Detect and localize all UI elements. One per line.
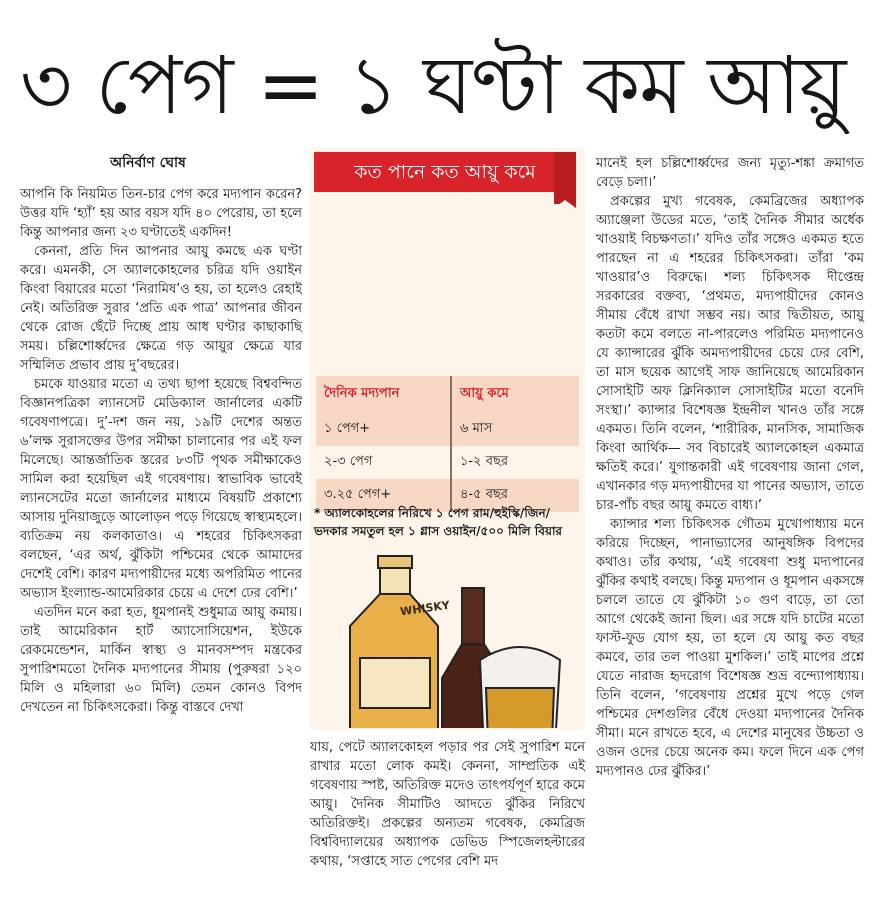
table-row bbox=[316, 413, 579, 446]
article-column-1 bbox=[20, 154, 302, 717]
bottle-label: WHISKY bbox=[399, 598, 451, 619]
infobox-footnote: * অ্যালকোহলের নিরিখে ১ পেগ রাম/হুইস্কি/জিন/ভদকার সমতুল হল ১ গ্লাস ওয়াইন/৫০০ মিলি বিয়ার bbox=[314, 506, 563, 538]
rates-table bbox=[316, 376, 579, 512]
table-cell: ৬ মাস bbox=[451, 413, 579, 446]
byline: অনির্বাণ ঘোষ bbox=[110, 155, 186, 171]
table-cell: ৩.২৫ পেগ+ bbox=[316, 479, 451, 512]
table-cell: ১-২ বছর bbox=[451, 446, 579, 479]
headline: ৩ পেগ = ১ ঘণ্টা কম আয়ু bbox=[20, 39, 846, 132]
infobox-title: কত পানে কত আয়ু কমে bbox=[314, 152, 576, 192]
table-cell: ৪-৫ বছর bbox=[451, 479, 579, 512]
paragraph: কেননা, প্রতি দিন আপনার আয়ু কমছে এক ঘণ্টা করে। এমনকী, সে অ্যালকোহলের চরিত্র যদি ওয়াইন কিংবা বিয়ারের মতো ‘নিরামিষ’ও হয়, তা হলেও রেহাই নেই। অতিরিক্ত সুরার ‘প্রতি এক পাত্র’ আপনার জীবন থেকে রোজ ছেঁটে দিচ্ছে প্রায় আধ ঘণ্টার কাছাকাছি সময়। চল্লিশোর্ধ্বদের ক্ষেত্রে গড় আয়ুর ক্ষেত্রে যার সম্মিলিত প্রভাব প্রায় দু’বছরের। bbox=[20, 244, 302, 373]
paragraph: ক্যান্সার শল্য চিকিৎসক গৌতম মুখোপাধ্যায় মনে করিয়ে দিচ্ছেন, পানাভ্যাসের আনুষঙ্গিক বিপদের কথাও। তাঁর কথায়, ‘এই গবেষণা শুধু মদ্যপানের ঝুঁকির কথাই বলছে। কিন্তু মদ্যপান ও ধূমপান একসঙ্গে চললে তাতে যে ঝুঁকিটা ১০ গুণ বাড়ে, তা তো আগে থেকেই জানা ছিল। এর সঙ্গে যদি চাটের মতো ফাস্ট-ফুড যোগ হয়, তা হলে যে আয়ু কত বছর কমবে, তার তল পাওয়া মুশকিল।’ তাই মাপের প্রশ্নে যেতে নারাজ হৃদরোগ বিশেষজ্ঞ শুভ্র বন্দ্যোপাধ্যায়। তিনি বলেন, ‘গবেষণায় প্রশ্নের মুখে পড়ে গেল পশ্চিমের দেশগুলির বেঁধে দেওয়া মদ্যপানের দৈনিক সীমা। মনে রাখতে হবে, এ দেশের মানুষের উচ্চতা ও ওজন ওদের চেয়ে অনেক কম। ফলে দিনে এক পেগ মদ্যপানও ঢের ঝুঁকির।’ bbox=[596, 517, 864, 779]
paragraph: প্রকল্পের মুখ্য গবেষক, কেমব্রিজের অধ্যাপক অ্যাঞ্জেলা উডের মতে, ‘তাই দৈনিক সীমার অর্ধেক খাওয়াই বিচক্ষণতা।’ যদিও তাঁর সঙ্গেও একমত হতে পারছেন না এ শহরের চিকিৎসকরা। তাঁরা ‘কম খাওয়ার’ও বিরুদ্ধে। শল্য চিকিৎসক দীপ্তেন্দ্র সরকারের বক্তব্য, ‘প্রথমত, মদ্যপায়ীদের কোনও সীমায় বেঁধে রাখা সম্ভব নয়। আর দ্বিতীয়ত, আয়ু কতটা কমে বলতে না-পারলেও পরিমিত মদ্যপানেও যে ক্যান্সারের ঝুঁকি অমদ্যপায়ীদের চেয়ে ঢের বেশি, তা মাস ছয়েক আগেই সাফ জানিয়েছে আমেরিকান সোসাইটি অফ ক্লিনিক্যাল সোসাইটির মতো বনেদি সংস্থা।’ ক্যান্সার বিশেষজ্ঞ ইন্দ্রনীল খানও তাঁর সঙ্গে একমত। তিনি বলেন, ‘শারীরিক, মানসিক, সামাজিক কিংবা আর্থিক— সব বিচারেই অ্যালকোহল একমাত্র ক্ষতিই করে।’ যুগান্তকারী এই গবেষণায় জানা গেল, এখানকার গড় মদ্যপায়ীদের যা পানের অভ্যাস, তাতে চার-পাঁচ বছর আয়ু কমতে বাধ্য।’ bbox=[596, 194, 864, 513]
column-header: আয়ু কমে bbox=[451, 376, 579, 413]
article-column-3 bbox=[596, 154, 864, 781]
paragraph: আপনি কি নিয়মিত তিন-চার পেগ করে মদ্যপান করেন? উত্তর যদি ‘হ্যাঁ’ হয় আর বয়স যদি ৪০ পেরোয়, তা হলে কিন্তু আপনার জন্য ২৩ ঘণ্টাতেই একদিন! bbox=[20, 187, 302, 240]
paragraph: যায়, পেটে অ্যালকোহল পড়ার পর সেই সুপারিশ মনে রাখার মতো লোক কমই। কেননা, সাম্প্রতিক এই গবেষণায় স্পষ্ট, অতিরিক্ত মদেও তাৎপর্যপূর্ণ হারে কমে আয়ু। দৈনিক সীমাটিও আদতে ঝুঁকির নিরিখে অতিরিক্তই। প্রকল্পের অন্যতম গবেষক, কেমব্রিজ বিশ্ববিদ্যালয়ের অধ্যাপক ডেভিড স্পিজেলহল্টারের কথায়, ‘সপ্তাহে সাত পেগের বেশি মদ bbox=[310, 740, 585, 869]
paragraph: মানেই হল চল্লিশোর্ধ্বদের জন্য মৃত্যু-শঙ্কা ক্রমাগত বেড়ে চলা।’ bbox=[596, 156, 864, 190]
table-header-row bbox=[316, 376, 579, 413]
table-cell: ২-৩ পেগ bbox=[316, 446, 451, 479]
beer-glass bbox=[480, 647, 560, 728]
table-row bbox=[316, 446, 579, 479]
table-cell: ১ পেগ+ bbox=[316, 413, 451, 446]
article-column-2 bbox=[310, 738, 585, 871]
whisky-bottle bbox=[350, 556, 438, 728]
column-header: দৈনিক মদ্যপান bbox=[316, 376, 451, 413]
paragraph: এতদিন মনে করা হত, ধূমপানই শুধুমাত্র আয়ু কমায়। তাই আমেরিকান হার্ট অ্যাসোসিয়েশন, ইউকে রেকমেন্ডেশন, মার্কিন স্বাস্থ্য ও মানবসম্পদ মন্ত্রকের সুপারিশমতো দৈনিক মদ্যপানের সীমায় (পুরুষরা ১২০ মিলি ও মহিলারা ৬০ মিলি) তেমন কোনও বিপদ দেখতেন না চিকিৎসকেরা। কিন্তু বাস্তবে দেখা bbox=[20, 605, 302, 715]
paragraph: চমকে যাওয়ার মতো এ তথ্য ছাপা হয়েছে বিশ্ববন্দিত বিজ্ঞানপত্রিকা ল্যানসেট মেডিক্যাল জার্নালের একটি গবেষণাপত্রে। দু’-দশ জন নয়, ১৯টি দেশের অন্তত ৬’লক্ষ সুরাসক্তের উপর সমীক্ষা চালানোর পর এই ফল মিলেছে। আন্তর্জাতিক স্তরের ৮৩টি পৃথক সমীক্ষাকেও সামিল করা হয়েছিল এই গবেষণায়। স্বাভাবিক ভাবেই ল্যানসেটের মতো জার্নালের মাধ্যমে বিষয়টি প্রকাশ্যে আসায় দুনিয়াজুড়ে আলোড়ন পড়ে গিয়েছে স্বাস্থ্যমহলে। ব্যতিক্রম নয় কলকাতাও। এ শহরের চিকিৎসকরা বলছেন, ‘এর অর্থ, ঝুঁকিটা পশ্চিমের থেকে আমাদের দেশেই বেশি। কারণ মদ্যপায়ীদের মধ্যে অপরিমিত পানের অভ্যাস ইংল্যান্ড-আমেরিকার চেয়ে এ দেশে ঢের বেশি।’ bbox=[20, 377, 302, 601]
infobox bbox=[310, 148, 585, 730]
